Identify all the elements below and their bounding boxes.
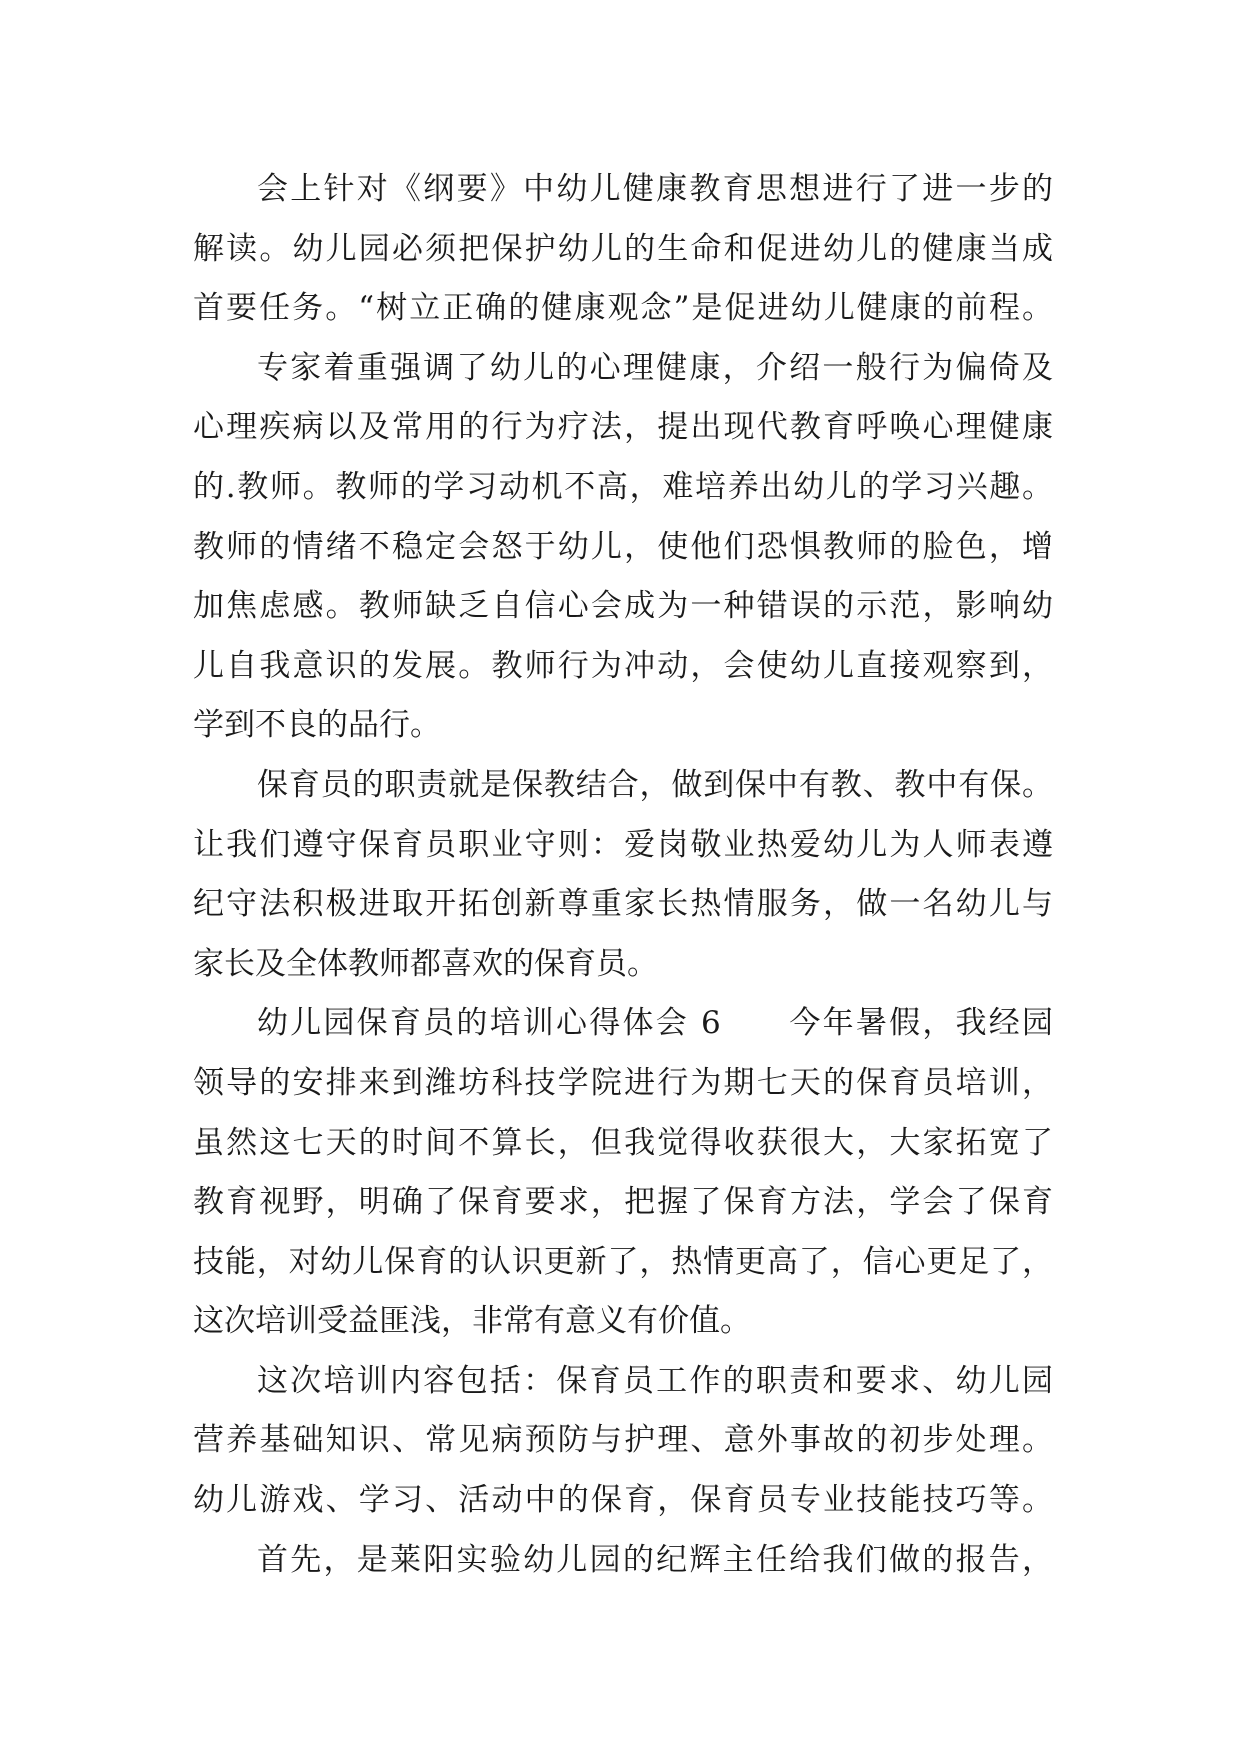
text-line: 学到不良的品行。 — [193, 707, 441, 744]
text-line: 的.教师。教师的学习动机不高，难培养出幼儿的学习兴趣。 — [193, 468, 1053, 505]
text-line: 首要任务。“树立正确的健康观念”是促进幼儿健康的前程。 — [193, 290, 1053, 327]
text-line: 会上针对《纲要》中幼儿健康教育思想进行了进一步的 — [257, 171, 1053, 207]
text-line: 让我们遵守保育员职业守则：爱岗敬业热爱幼儿为人师表遵 — [193, 826, 1053, 863]
text-line: 这次培训受益匪浅，非常有意义有价值。 — [193, 1303, 751, 1340]
text-line: 教育视野，明确了保育要求，把握了保育方法，学会了保育 — [193, 1184, 1053, 1221]
text-line: 幼儿游戏、学习、活动中的保育，保育员专业技能技巧等。 — [193, 1482, 1053, 1519]
text-line: 专家着重强调了幼儿的心理健康，介绍一般行为偏倚及 — [257, 349, 1053, 386]
text-line: 幼儿园保育员的培训心得体会 6 今年暑假，我经园 — [257, 1005, 1053, 1042]
text-line: 解读。幼儿园必须把保护幼儿的生命和促进幼儿的健康当成 — [193, 230, 1053, 267]
text-line: 心理疾病以及常用的行为疗法，提出现代教育呼唤心理健康 — [193, 409, 1053, 446]
text-line: 教师的情绪不稳定会怒于幼儿，使他们恐惧教师的脸色，增 — [193, 528, 1053, 565]
text-line: 纪守法积极进取开拓创新尊重家长热情服务，做一名幼儿与 — [193, 886, 1053, 923]
text-line: 领导的安排来到潍坊科技学院进行为期七天的保育员培训， — [193, 1064, 1053, 1101]
text-line: 保育员的职责就是保教结合，做到保中有教、教中有保。 — [257, 766, 1053, 803]
text-line: 首先，是莱阳实验幼儿园的纪辉主任给我们做的报告， — [257, 1541, 1053, 1578]
text-line: 虽然这七天的时间不算长，但我觉得收获很大，大家拓宽了 — [193, 1124, 1053, 1161]
text-line: 加焦虑感。教师缺乏自信心会成为一种错误的示范，影响幼 — [193, 588, 1053, 625]
document-body — [193, 160, 1053, 1590]
text-line: 营养基础知识、常见病预防与护理、意外事故的初步处理。 — [193, 1422, 1053, 1459]
text-line: 家长及全体教师都喜欢的保育员。 — [193, 945, 658, 982]
text-line: 儿自我意识的发展。教师行为冲动，会使幼儿直接观察到， — [193, 647, 1053, 684]
text-line: 技能，对幼儿保育的认识更新了，热情更高了，信心更足了， — [193, 1243, 1053, 1280]
text-line: 这次培训内容包括：保育员工作的职责和要求、幼儿园 — [257, 1362, 1053, 1399]
